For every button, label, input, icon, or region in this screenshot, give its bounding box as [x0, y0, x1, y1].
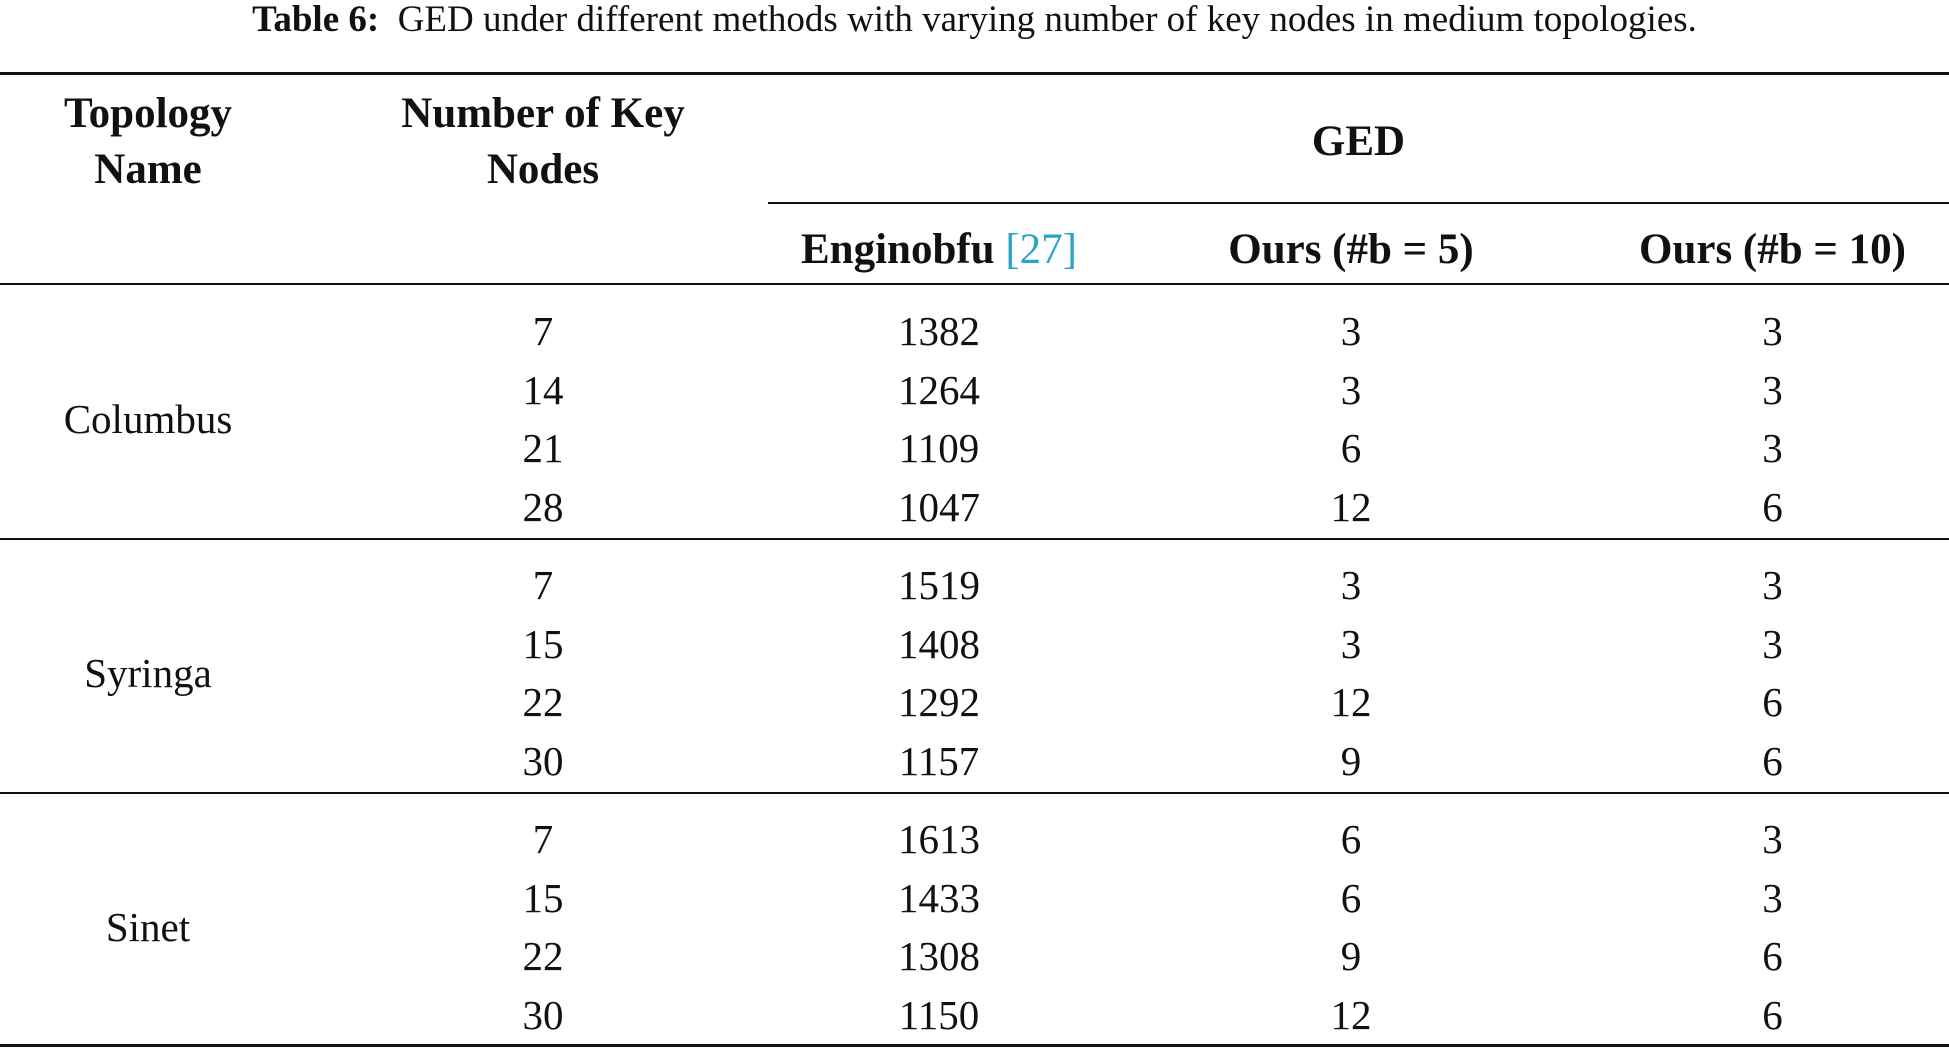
bottom-rule — [0, 1044, 1949, 1047]
citation-link[interactable]: [27] — [1005, 226, 1077, 273]
top-rule — [0, 72, 1949, 75]
cell-topology-name: Sinet — [105, 903, 191, 950]
cell-ours-b5: 3 — [1340, 620, 1362, 667]
cell-enginobfu: 1264 — [898, 366, 980, 413]
cell-enginobfu: 1292 — [898, 679, 980, 725]
cell-ours-b10: 6 — [1762, 991, 1783, 1038]
cell-ours-b5: 9 — [1340, 737, 1362, 784]
cell-ours-b5: 9 — [1340, 933, 1362, 979]
cell-ours-b5: 6 — [1340, 874, 1362, 921]
cell-enginobfu: 1047 — [898, 483, 980, 530]
caption-text: GED under different methods with varying number of key nodes in medium topologies. — [397, 0, 1697, 40]
cell-key-nodes: 7 — [532, 308, 554, 354]
cell-enginobfu: 1408 — [898, 620, 980, 667]
cell-ours-b10: 3 — [1762, 874, 1783, 921]
cell-ours-b10: 3 — [1762, 425, 1783, 471]
cell-key-nodes: 21 — [522, 425, 564, 471]
cell-key-nodes: 15 — [522, 620, 564, 667]
cell-topology-name: Columbus — [63, 395, 233, 442]
cell-ours-b10: 6 — [1762, 933, 1783, 979]
cell-ours-b5: 6 — [1340, 425, 1362, 471]
cell-enginobfu: 1157 — [898, 737, 980, 784]
cell-ours-b10: 6 — [1762, 737, 1783, 784]
cell-key-nodes: 30 — [522, 991, 564, 1038]
header-enginobfu: Enginobfu [27] — [800, 226, 1077, 273]
cell-ours-b10: 3 — [1762, 562, 1783, 608]
cell-ours-b5: 12 — [1330, 991, 1372, 1038]
cell-ours-b5: 6 — [1340, 816, 1362, 862]
cell-key-nodes: 28 — [522, 483, 564, 530]
cell-ours-b5: 12 — [1330, 679, 1372, 725]
group-divider-rule — [0, 538, 1949, 540]
table-caption — [0, 0, 1949, 44]
header-ours-b10: Ours (#b = 10) — [1639, 226, 1906, 273]
cell-ours-b5: 12 — [1330, 483, 1372, 530]
cell-topology-name: Syringa — [84, 649, 212, 696]
cell-enginobfu: 1109 — [898, 425, 980, 471]
cell-key-nodes: 22 — [522, 933, 564, 979]
cell-enginobfu: 1613 — [898, 816, 980, 862]
cell-ours-b10: 3 — [1762, 620, 1783, 667]
cell-ours-b5: 3 — [1340, 308, 1362, 354]
cell-key-nodes: 15 — [522, 874, 564, 921]
cell-ours-b10: 3 — [1762, 308, 1783, 354]
cell-key-nodes: 7 — [532, 816, 554, 862]
cell-ours-b5: 3 — [1340, 562, 1362, 608]
cell-enginobfu: 1382 — [898, 308, 980, 354]
cell-key-nodes: 30 — [522, 737, 564, 784]
cell-ours-b10: 6 — [1762, 483, 1783, 530]
cell-enginobfu: 1433 — [898, 874, 980, 921]
header-topology-name: Topology Name — [63, 90, 233, 193]
cell-ours-b10: 3 — [1762, 816, 1783, 862]
cell-ours-b10: 3 — [1762, 366, 1783, 413]
cell-key-nodes: 14 — [522, 366, 564, 413]
cell-ours-b5: 3 — [1340, 366, 1362, 413]
cell-enginobfu: 1150 — [898, 991, 980, 1038]
group-divider-rule — [0, 792, 1949, 794]
header-number-of-key-nodes: Number of Key Nodes — [401, 90, 685, 193]
cell-key-nodes: 7 — [532, 562, 554, 608]
cell-enginobfu: 1308 — [898, 933, 980, 979]
ged-subheader-rule — [768, 202, 1949, 204]
cell-key-nodes: 22 — [522, 679, 564, 725]
header-ged: GED — [1311, 118, 1406, 165]
cell-ours-b10: 6 — [1762, 679, 1783, 725]
caption-label: Table 6: — [252, 0, 380, 40]
header-ours-b5: Ours (#b = 5) — [1228, 226, 1474, 273]
header-bottom-rule — [0, 283, 1949, 285]
cell-enginobfu: 1519 — [898, 562, 980, 608]
